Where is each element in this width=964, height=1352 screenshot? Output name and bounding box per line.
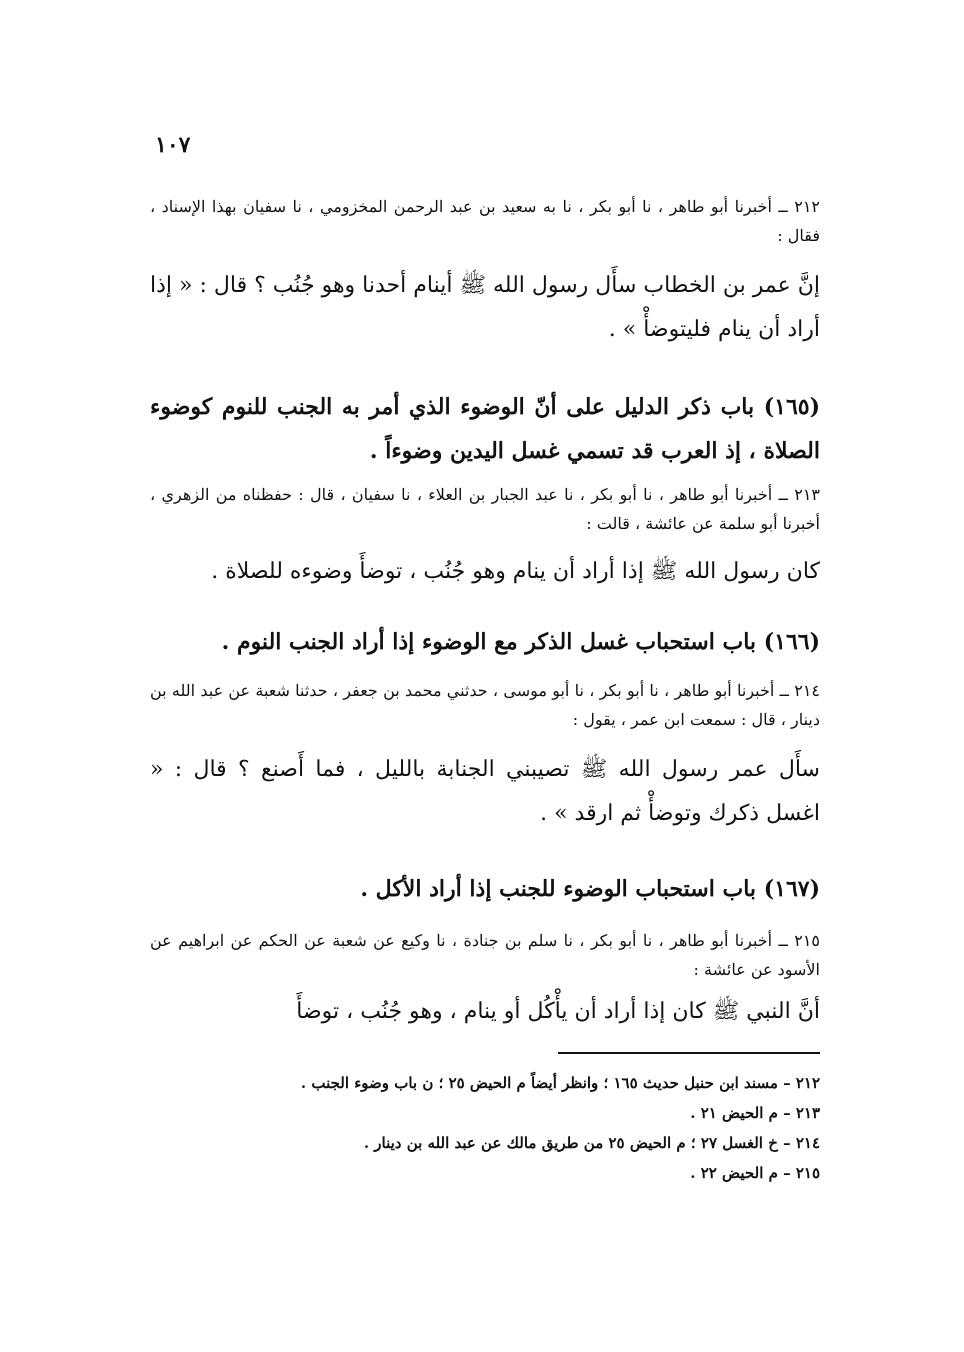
narration-214: ٢١٤ ــ أخبرنا أبو طاهر ، نا أبو بكر ، نا أبو موسى ، حدثني محمد بن جعفر ، حدثنا شعبة عن عبد الله بن دينار ، قال : سمعت ابن عمر ، يقول : bbox=[150, 681, 820, 729]
hadith-text-215: أنَّ النبي ﷺ كان إذا أراد أن يأْكُل أو ينام ، وهو جُنُب ، توضأَ bbox=[296, 999, 820, 1024]
hadith-text-212: إنَّ عمر بن الخطاب سأَل رسول الله ﷺ أينام أحدنا وهو جُنُب ؟ قال : « إذا أراد أن ينام فليتوضأْ » . bbox=[150, 273, 820, 342]
footnote-213: ٢١٣ – م الحيض ٢١ . bbox=[690, 1104, 820, 1122]
footnote-212: ٢١٢ – مسند ابن حنبل حديث ١٦٥ ؛ وانظر أيضاً م الحيض ٢٥ ؛ ن باب وضوء الجنب . bbox=[300, 1074, 820, 1092]
page-number: ١٠٧ bbox=[155, 132, 191, 158]
footnote-214: ٢١٤ – خ الغسل ٢٧ ؛ م الحيض ٢٥ من طريق مالك عن عبد الله بن دينار . bbox=[363, 1134, 820, 1152]
narration-213: ٢١٣ ــ أخبرنا أبو طاهر ، نا أبو بكر ، نا عبد الجبار بن العلاء ، نا سفيان ، قال : حفظناه من الزهري ، أخبرنا أبو سلمة عن عائشة ، قالت : bbox=[150, 485, 820, 533]
footnote-separator bbox=[558, 1052, 820, 1054]
narration-215: ٢١٥ ــ أخبرنا أبو طاهر ، نا أبو بكر ، نا سلم بن جنادة ، نا وكيع عن شعبة عن الحكم عن ابراهيم عن الأسود عن عائشة : bbox=[150, 931, 820, 979]
narration-212: ٢١٢ ــ أخبرنا أبو طاهر ، نا أبو بكر ، نا به سعيد بن عبد الرحمن المخزومي ، نا سفيان بهذا الإسناد ، فقال : bbox=[150, 197, 820, 245]
footnote-215: ٢١٥ – م الحيض ٢٢ . bbox=[690, 1164, 820, 1182]
chapter-heading-167: (١٦٧) باب استحباب الوضوء للجنب إذا أراد الأكل . bbox=[360, 876, 820, 902]
hadith-text-213: كان رسول الله ﷺ إذا أراد أن ينام وهو جُنُب ، توضأَ وضوءه للصلاة . bbox=[211, 559, 820, 584]
chapter-heading-166: (١٦٦) باب استحباب غسل الذكر مع الوضوء إذا أراد الجنب النوم . bbox=[221, 629, 820, 655]
hadith-text-214: سأَل عمر رسول الله ﷺ تصيبني الجنابة بالليل ، فما أَصنع ؟ قال : « اغسل ذكرك وتوضأْ ثم ارقد » . bbox=[150, 757, 820, 826]
chapter-heading-165: (١٦٥) باب ذكر الدليل على أنّ الوضوء الذي أمر به الجنب للنوم كوضوء الصلاة ، إذ العرب قد تسمي غسل اليدين وضوءاً . bbox=[150, 394, 820, 464]
